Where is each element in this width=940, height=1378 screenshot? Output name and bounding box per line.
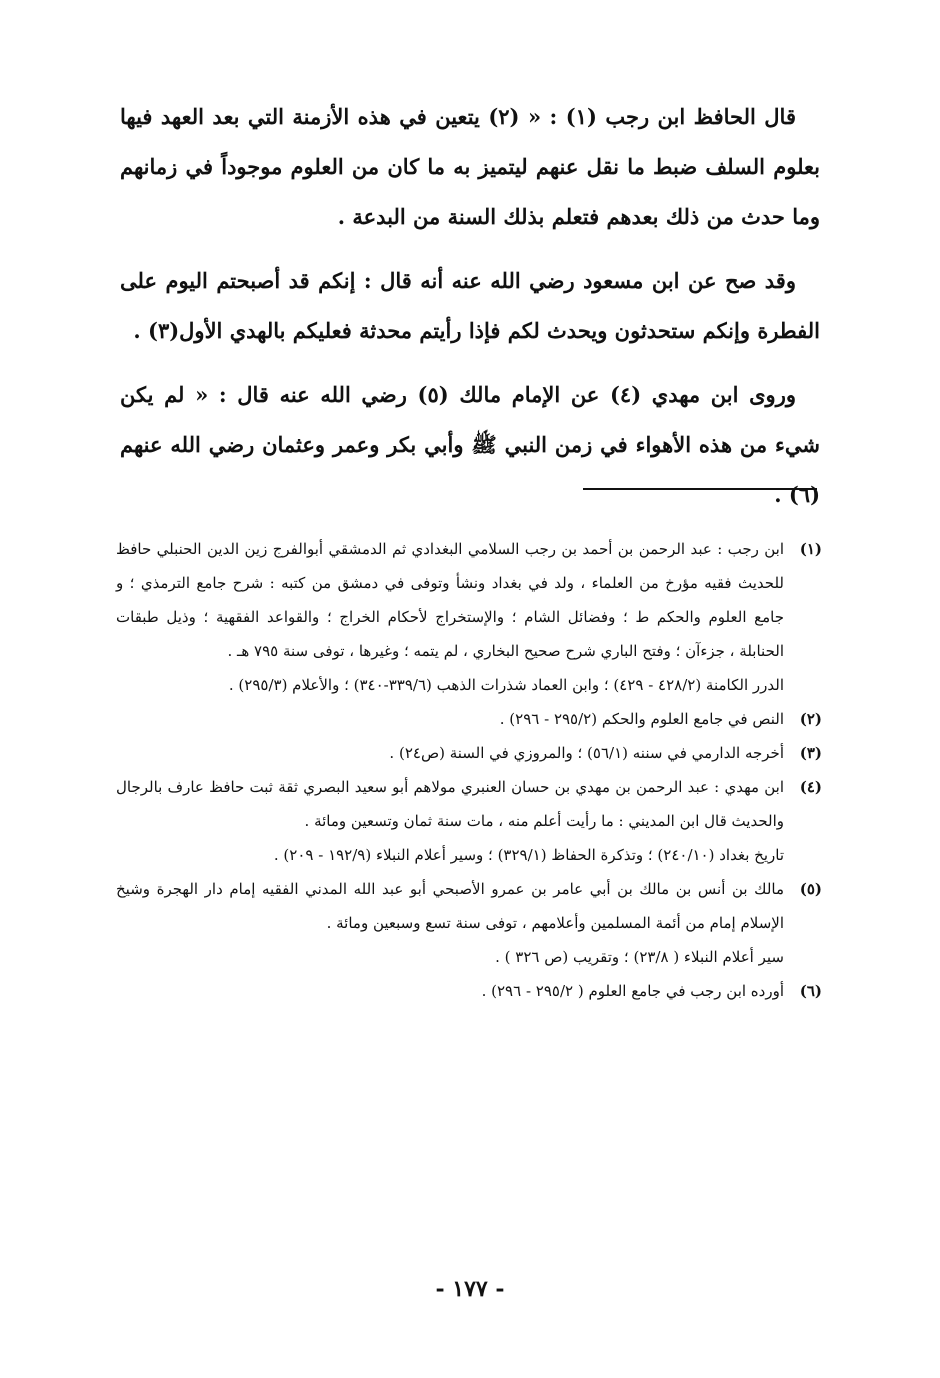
footnote-body: [116, 736, 784, 770]
page-number: - ١٧٧ -: [435, 1276, 505, 1302]
footnote-text: مالك بن أنس بن مالك بن أبي عامر بن عمرو الأصبحي أبو عبد الله المدني الفقيه إمام دار الهجرة وشيخ الإسلام إمام من أئمة المسلمين وأعلامهم ، توفى سنة تسع وسبعين ومائة .: [116, 880, 784, 932]
footnote-body: [116, 702, 784, 736]
paragraph-3: وروى ابن مهدي (٤) عن الإمام مالك (٥) رضي الله عنه قال : « لم يكن شيء من هذه الأهواء في زمن النبي ﷺ وأبي بكر وعمر وعثمان رضي الله عنهم (٦) .: [120, 382, 820, 507]
footnote-body: [116, 770, 784, 872]
footnote-number: (٢): [799, 710, 822, 728]
footnote-number: (٤): [799, 778, 822, 796]
footnote-number: (١): [799, 540, 822, 558]
footnote-text: ابن رجب : عبد الرحمن بن أحمد بن رجب السلامي البغدادي ثم الدمشقي أبوالفرج زين الدين الحنبلي حافظ للحديث فقيه مؤرخ من العلماء ، ولد في بغداد ونشأ وتوفى في دمشق من كتبه : شرح جامع الترمذي ؛ و جامع العلوم والحكم ط ؛ وفضائل الشام ؛ والإستخراج لأحكام الخراج ؛ والقواعد الفقهية ؛ وذيل طبقات الحنابلة ، جزءآن ؛ وفتح الباري شرح صحيح البخاري ، لم يتمه ؛ وغيرها ، توفى سنة ٧٩٥ هـ .: [116, 540, 784, 660]
footnote-5: [116, 872, 822, 974]
footnote-text: أورده ابن رجب في جامع العلوم ( ٢٩٥/٢ - ٢٩٦) .: [481, 982, 784, 1000]
footnote-reference: تاريخ بغداد (٢٤٠/١٠) ؛ وتذكرة الحفاظ (٣٢٩/١) ؛ وسير أعلام النبلاء (١٩٢/٩ - ٢٠٩) .: [273, 846, 784, 864]
footnote-body: [116, 532, 784, 702]
footnote-1: [116, 532, 822, 702]
footnote-reference: الدرر الكامنة (٤٢٨/٢ - ٤٢٩) ؛ وابن العماد شذرات الذهب (٣٣٩/٦-٣٤٠) ؛ والأعلام (٢٩٥/٣) .: [228, 676, 784, 694]
footnote-body: [116, 872, 784, 974]
footnote-6: [116, 974, 822, 1008]
footnote-reference: سير أعلام النبلاء ( ٢٣/٨) ؛ وتقريب (ص ٣٢٦ ) .: [495, 948, 784, 966]
footnote-number: (٦): [799, 982, 822, 1000]
footnotes: [116, 532, 822, 1008]
footnote-text: النص في جامع العلوم والحكم (٢٩٥/٢ - ٢٩٦) .: [499, 710, 784, 728]
footnote-text: أخرجه الدارمي في سننه (٥٦/١) ؛ والمروزي في السنة (ص٢٤) .: [389, 744, 784, 762]
footnote-4: [116, 770, 822, 872]
footnote-3: [116, 736, 822, 770]
paragraph-2: وقد صح عن ابن مسعود رضي الله عنه أنه قال : إنكم قد أصبحتم اليوم على الفطرة وإنكم ستحدثون ويحدث لكم فإذا رأيتم محدثة فعليكم بالهدي الأول(٣) .: [120, 268, 820, 343]
footnote-body: [116, 974, 784, 1008]
footnote-number: (٥): [799, 880, 822, 898]
footnote-separator: [583, 488, 817, 490]
footnote-number: (٣): [799, 744, 822, 762]
paragraph-1: قال الحافظ ابن رجب (١) : « (٢) يتعين في هذه الأزمنة التي بعد العهد فيها بعلوم السلف ضبط ما نقل عنهم ليتميز به ما كان من العلوم موجوداً في زمانهم وما حدث من ذلك بعدهم فتعلم بذلك السنة من البدعة .: [120, 104, 820, 229]
main-text: [120, 92, 820, 534]
footnote-2: [116, 702, 822, 736]
footnote-text: ابن مهدي : عبد الرحمن بن مهدي بن حسان العنبري مولاهم أبو سعيد البصري ثقة ثبت حافظ عارف بالرجال والحديث قال ابن المديني : ما رأيت أعلم منه ، مات سنة ثمان وتسعين ومائة .: [116, 778, 784, 830]
